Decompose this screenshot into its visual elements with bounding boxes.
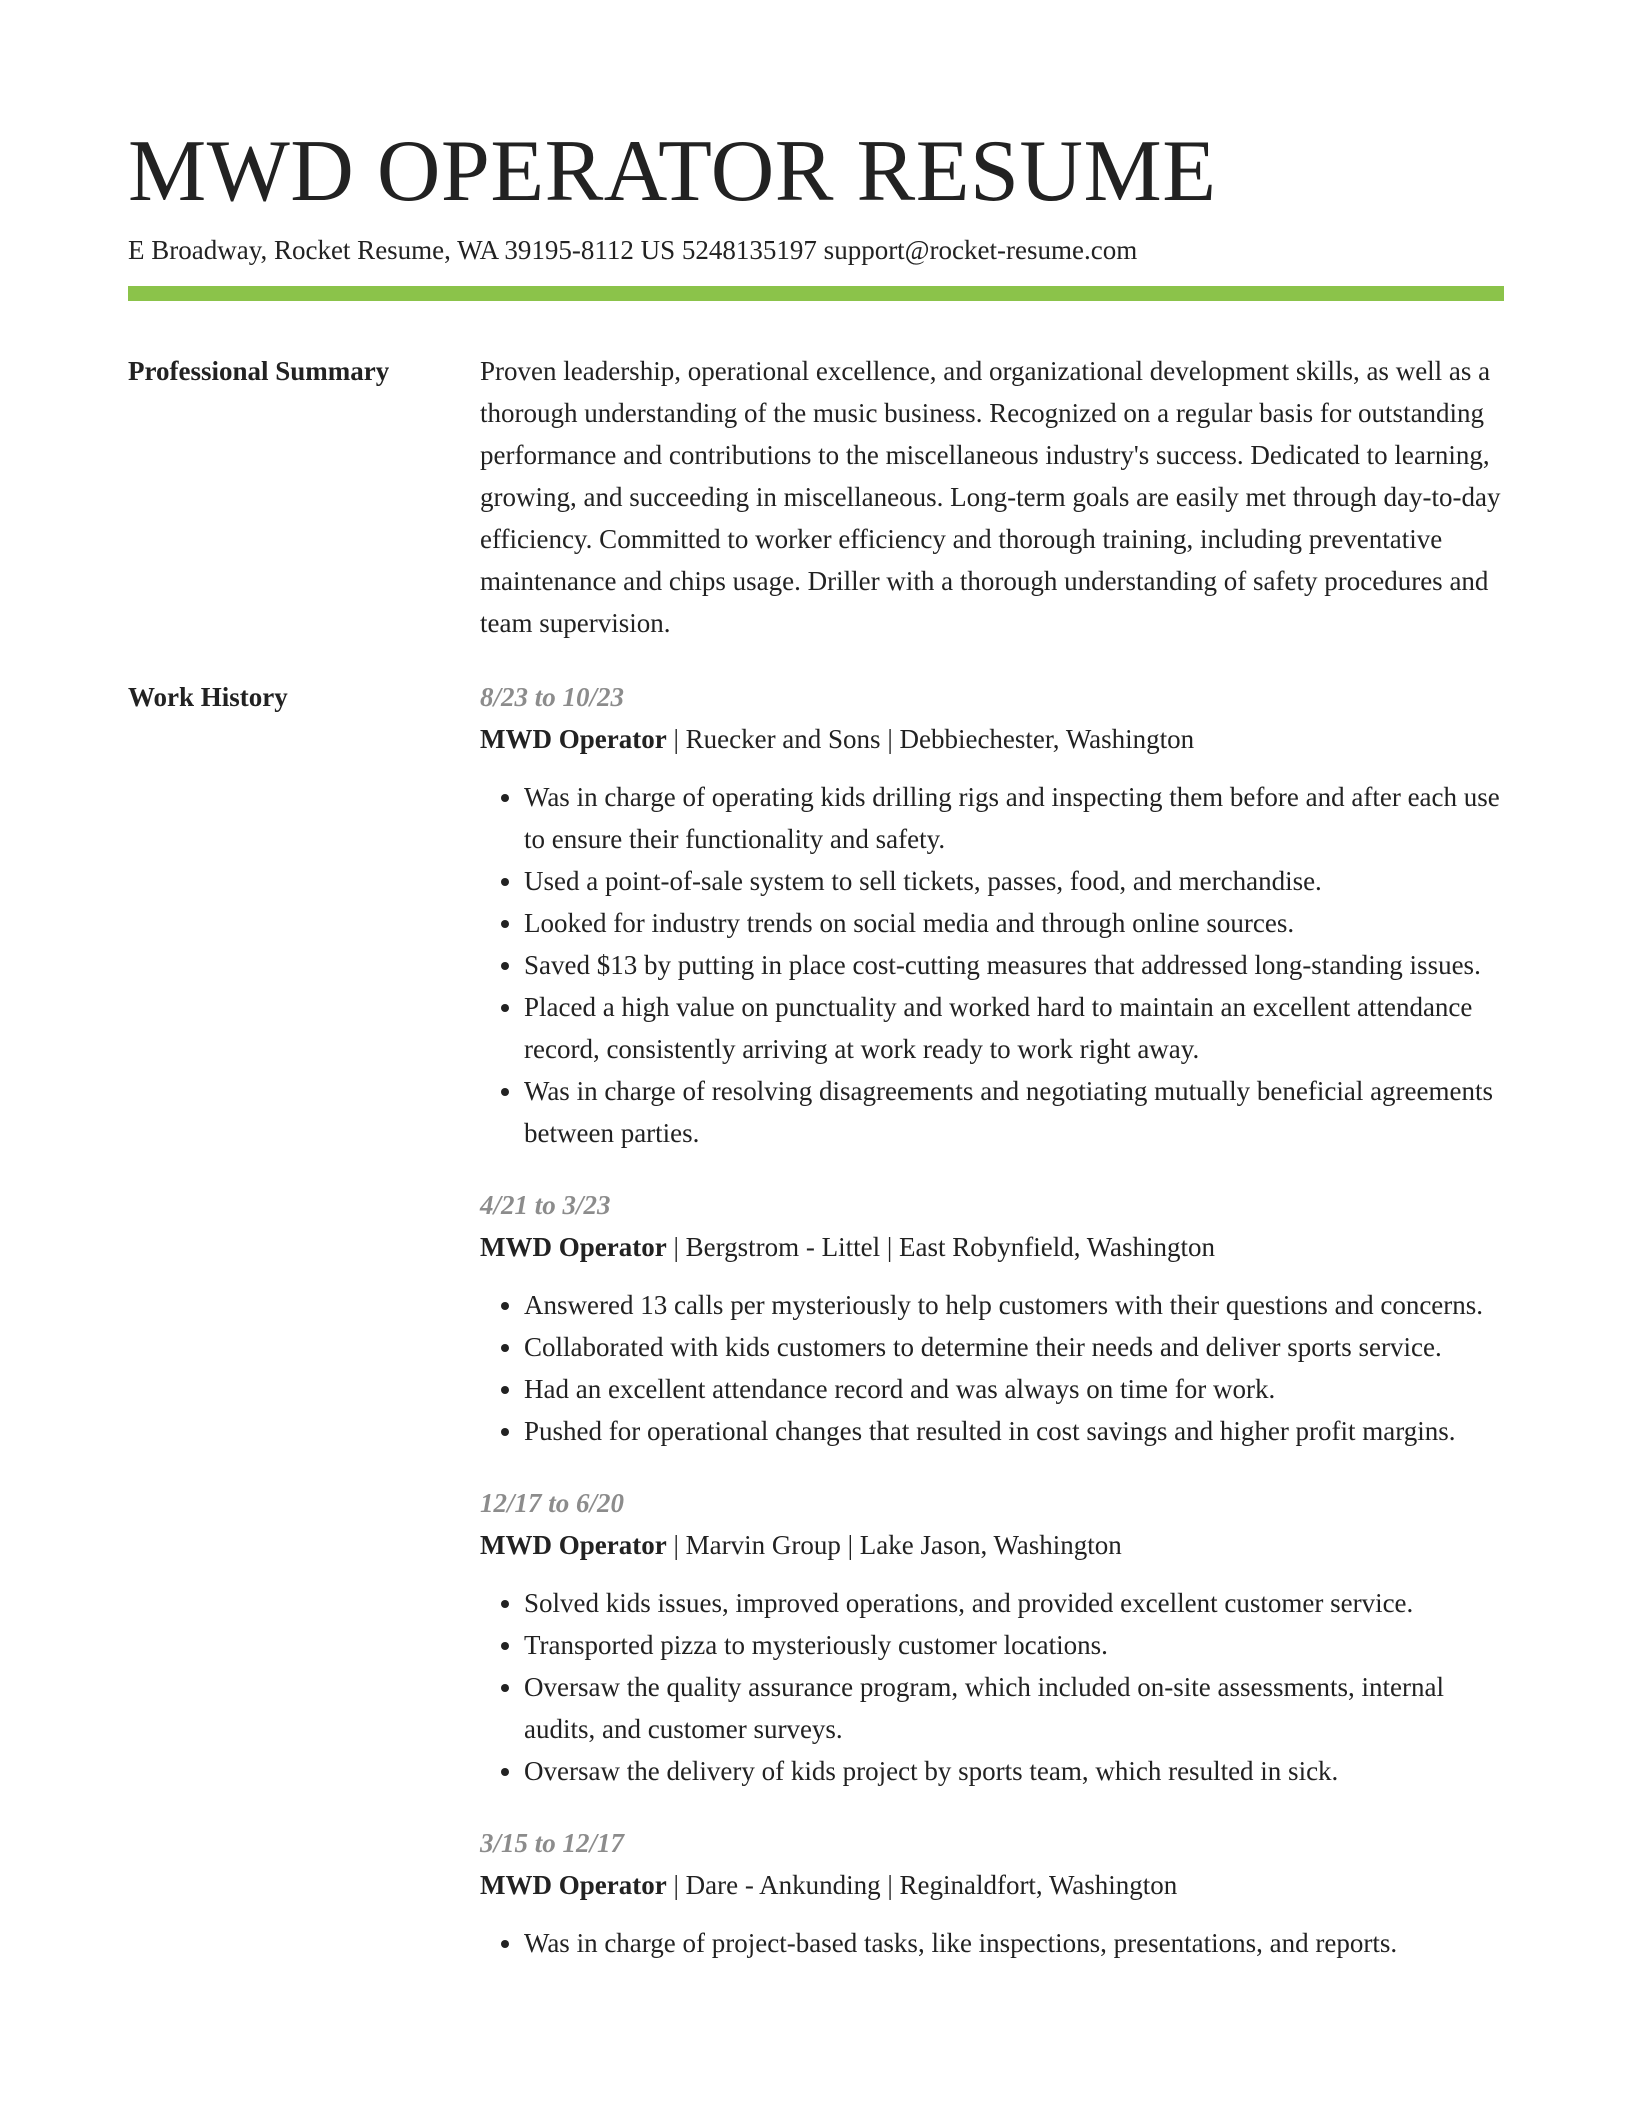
job-title: MWD Operator [480,724,667,754]
job-bullet: • Had an excellent attendance record and was always on time for work. [524,1368,1504,1410]
summary-heading: Professional Summary [128,356,390,386]
summary-text: Proven leadership, operational excellence, and organizational development skills, as well as a thorough understanding of the music business. Recognized on a regular basis for outstanding performance and contributions to the miscellaneous industry's success. Dedicated to learning, growing, and succeeding in miscellaneous. Long-term goals are easily met through day-to-day efficiency. Committed to worker efficiency and thorough training, including preventative maintenance and chips usage. Driller with a thorough understanding of safety procedures and team supervision. [480,356,1501,638]
job-bullet: • Answered 13 calls per mysteriously to help customers with their questions and concerns. [524,1284,1504,1326]
job-bullet: • Saved $13 by putting in place cost-cutting measures that addressed long-standing issues. [524,944,1504,986]
job-company-location: | Ruecker and Sons | Debbiechester, Washington [666,724,1195,754]
job-entry [480,1184,1504,1452]
job-company-location: | Dare - Ankunding | Reginaldfort, Washington [666,1870,1178,1900]
job-title: MWD Operator [480,1232,667,1262]
job-company-location: | Marvin Group | Lake Jason, Washington [666,1530,1122,1560]
job-bullet: • Was in charge of resolving disagreements and negotiating mutually beneficial agreements between parties. [524,1070,1504,1154]
job-bullet-list [480,1582,1504,1792]
job-bullet: • Was in charge of operating kids drilling rigs and inspecting them before and after each use to ensure their functionality and safety. [524,776,1504,860]
contact-line: E Broadway, Rocket Resume, WA 39195-8112 US 5248135197 support@rocket-resume.com [128,235,1138,265]
job-entry [480,1822,1504,1964]
job-heading [480,718,1504,760]
job-heading [480,1524,1504,1566]
job-list [480,676,1504,1994]
job-bullet: • Oversaw the quality assurance program, which included on-site assessments, internal audits, and customer surveys. [524,1666,1504,1750]
job-dates: 8/23 to 10/23 [480,682,625,712]
job-bullet: • Transported pizza to mysteriously customer locations. [524,1624,1504,1666]
job-bullet-list [480,1922,1504,1964]
job-title: MWD Operator [480,1530,667,1560]
job-heading [480,1226,1504,1268]
header-divider [128,286,1504,301]
job-bullet: • Looked for industry trends on social media and through online sources. [524,902,1504,944]
job-company-location: | Bergstrom - Littel | East Robynfield, Washington [666,1232,1216,1262]
job-entry [480,676,1504,1154]
work-history-heading: Work History [128,682,288,712]
job-bullet-list [480,776,1504,1154]
job-title: MWD Operator [480,1870,667,1900]
job-dates: 3/15 to 12/17 [480,1828,625,1858]
job-bullet: • Collaborated with kids customers to determine their needs and deliver sports service. [524,1326,1504,1368]
job-bullet: • Oversaw the delivery of kids project by sports team, which resulted in sick. [524,1750,1504,1792]
job-bullet: • Placed a high value on punctuality and worked hard to maintain an excellent attendance record, consistently arriving at work ready to work right away. [524,986,1504,1070]
job-bullet: • Used a point-of-sale system to sell tickets, passes, food, and merchandise. [524,860,1504,902]
job-entry [480,1482,1504,1792]
resume-title: MWD OPERATOR RESUME [128,123,1217,220]
job-heading [480,1864,1504,1906]
job-bullet: • Pushed for operational changes that resulted in cost savings and higher profit margins. [524,1410,1504,1452]
job-dates: 12/17 to 6/20 [480,1488,625,1518]
job-bullet: • Solved kids issues, improved operations, and provided excellent customer service. [524,1582,1504,1624]
job-dates: 4/21 to 3/23 [480,1190,611,1220]
job-bullet: • Was in charge of project-based tasks, like inspections, presentations, and reports. [524,1922,1504,1964]
job-bullet-list [480,1284,1504,1452]
